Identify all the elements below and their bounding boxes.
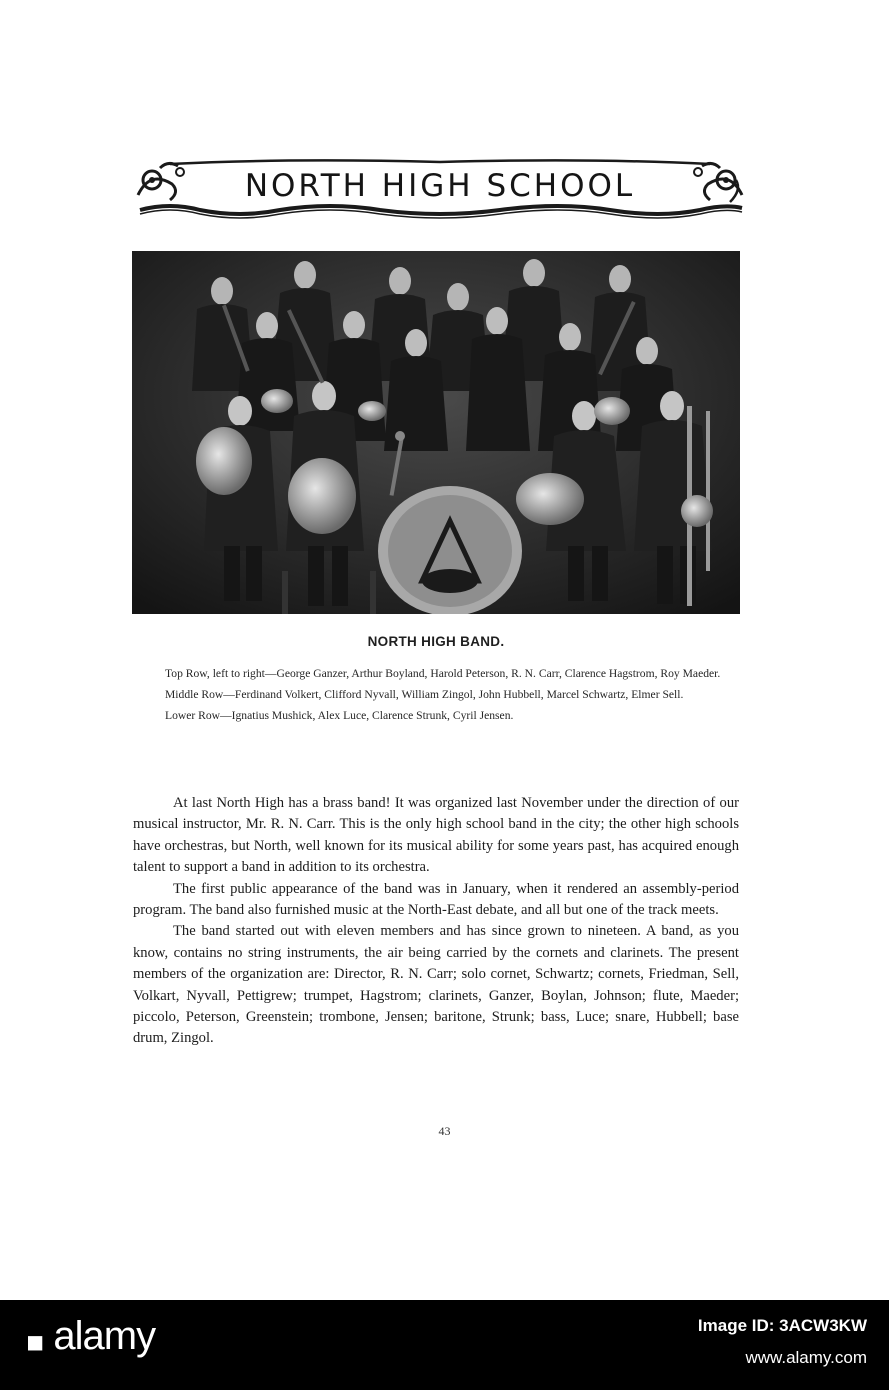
caption-top-row: Top Row, left to right—George Ganzer, Arthur Boyland, Harold Peterson, R. N. Carr, Clarence Hagstrom, Roy Maeder. [165, 667, 721, 680]
body-paragraph: At last North High has a brass band! It was organized last November under the direction of our musical instructor, Mr. R. N. Carr. This is the only high school band in the city; the other high schools have orchestras, but North, well known for its musical ability for some years past, has acquired enough talent to support a band in addition to its orchestra. [133, 795, 739, 876]
body-paragraph: The first public appearance of the band was in January, when it rendered an assembly-period program. The band also furnished music at the North-East debate, and all but one of the track meets. [133, 880, 739, 919]
caption-middle-row: Middle Row—Ferdinand Volkert, Clifford Nyvall, William Zingol, John Hubbell, Marcel Schwartz, Elmer Sell. [165, 688, 684, 701]
alamy-logo-text: alamy [53, 1314, 156, 1358]
alamy-logo[interactable] [26, 1314, 155, 1359]
band-photo [132, 251, 740, 614]
caption-rows [133, 663, 739, 726]
body-paragraph: The band started out with eleven members and has since grown to nineteen. A band, as you know, contains no string instruments, the air being carried by the cornets and clarinets. The present members of the organization are: Director, R. N. Carr; solo cornet, Schwartz; cornets, Friedman, Sell, Volkart, Nyvall, Pettigrew; trumpet, Hagstrom; clarinets, Ganzer, Boylan, Johnson; flute, Maeder; piccolo, Peterson, Greenstein; trombone, Jensen; baritone, Strunk; bass, Luce; snare, Hubbell; base drum, Zingol. [133, 923, 739, 1047]
site-url[interactable]: www.alamy.com [745, 1348, 867, 1367]
page-header-title: NORTH HIGH SCHOOL [244, 168, 636, 204]
article-body [133, 793, 739, 1050]
band-photo-image [132, 251, 740, 614]
photo-caption-title: NORTH HIGH BAND. [367, 634, 505, 649]
image-id: Image ID: 3ACW3KW [697, 1316, 867, 1335]
header-banner [130, 150, 750, 225]
caption-lower-row: Lower Row—Ignatius Mushick, Alex Luce, Clarence Strunk, Cyril Jensen. [165, 709, 514, 722]
page-number: 43 [438, 1124, 451, 1138]
watermark-footer [0, 1300, 889, 1390]
logo-mark-icon: ◼ [26, 1329, 44, 1354]
